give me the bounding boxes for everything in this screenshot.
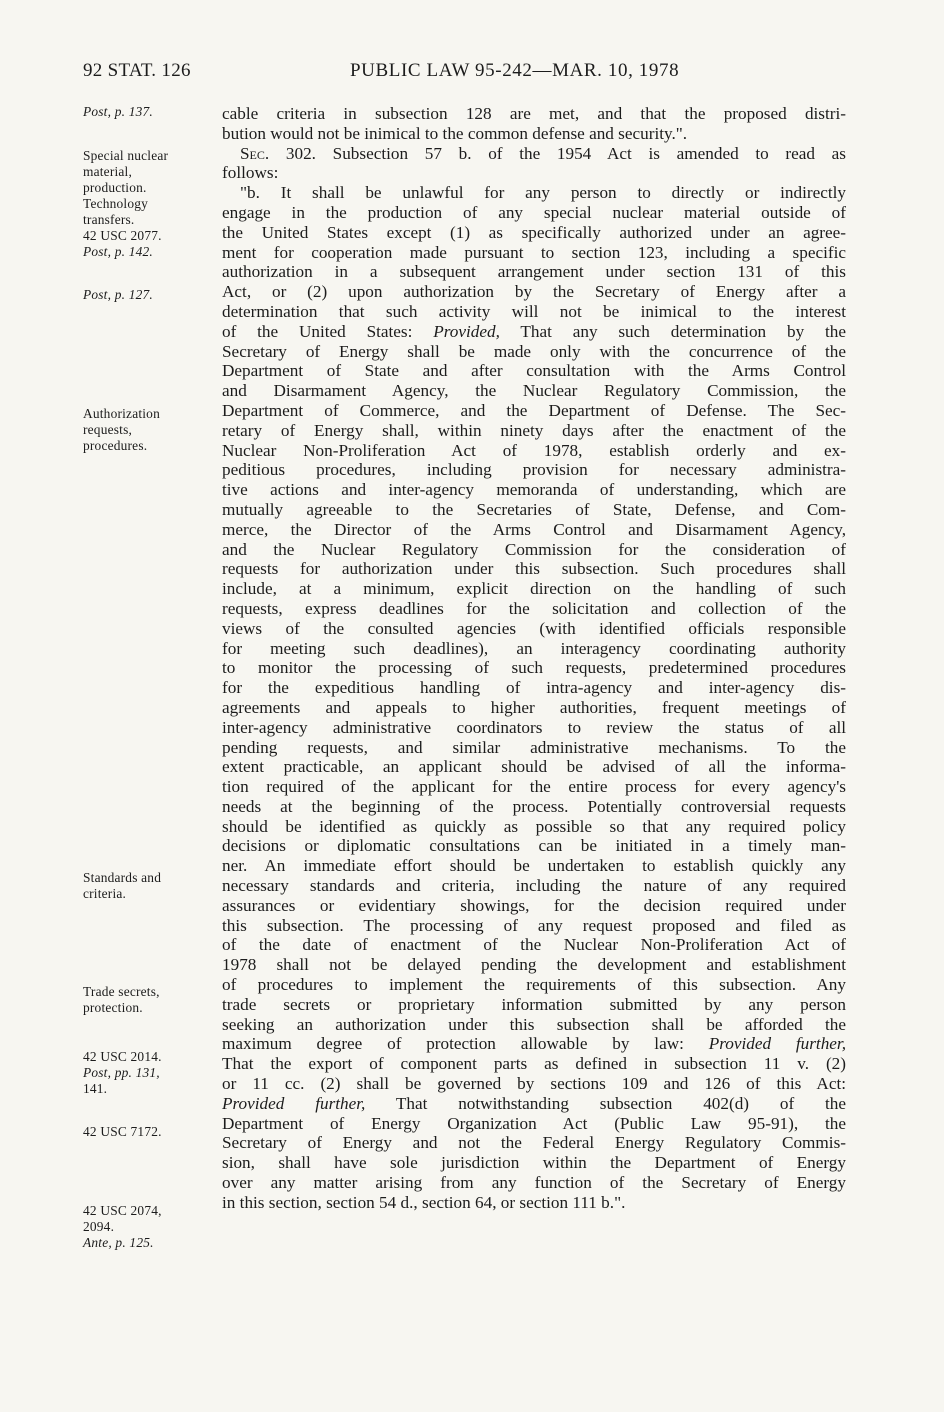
body-line: tive actions and inter-agency memoranda of understanding, which are: [222, 480, 846, 500]
margin-note: [83, 984, 203, 1016]
body-line: necessary standards and criteria, including the nature of any required: [222, 876, 846, 896]
body-line: should be identified as quickly as possible so that any required policy: [222, 816, 846, 836]
margin-note-line: Post, p. 142.: [83, 244, 153, 259]
margin-note-line: Ante, p. 125.: [83, 1235, 154, 1250]
proviso-italic: Provided further,: [222, 1093, 366, 1113]
body-line: Secretary of Energy shall be made only with the concurrence of the: [222, 341, 846, 361]
paragraph-1: [222, 104, 846, 144]
body-line: engage in the production of any special nuclear material outside of: [222, 202, 846, 222]
body-line: cable criteria in subsection 128 are met, and that the proposed distri-: [222, 104, 846, 123]
body-line: of the United States: Provided, That any such determination by the: [222, 321, 846, 341]
body-line: Secretary of Energy and not the Federal Energy Regulatory Commis-: [222, 1133, 846, 1153]
body-line: requests, express deadlines for the solicitation and collection of the: [222, 598, 846, 618]
body-line: include, at a minimum, explicit direction on the handling of such: [222, 579, 846, 599]
margin-note: [83, 1049, 203, 1097]
body-line: pending requests, and similar administrative mechanisms. To the: [222, 737, 846, 757]
margin-note-line: Technology: [83, 196, 149, 211]
body-line: and the Nuclear Regulatory Commission for the consideration of: [222, 539, 846, 559]
margin-note-line: 42 USC 7172.: [83, 1124, 162, 1139]
body-line: Department of Energy Organization Act (Public Law 95-91), the: [222, 1113, 846, 1133]
body-line: of the date of enactment of the Nuclear Non-Proliferation Act of: [222, 935, 846, 955]
margin-note-line: Post, pp. 131,: [83, 1065, 160, 1080]
body-text: [222, 104, 846, 1213]
body-line: the United States except (1) as specifically authorized under an agree-: [222, 222, 846, 242]
body-line: authorization in a subsequent arrangement under section 131 of this: [222, 262, 846, 282]
body-line: bution would not be inimical to the common defense and security.".: [222, 123, 688, 143]
paragraph-3: [222, 183, 846, 1212]
margin-note-line: 42 USC 2074,: [83, 1203, 162, 1218]
body-line: this subsection. The processing of any request proposed and filed as: [222, 915, 846, 935]
margin-note-line: Post, p. 137.: [83, 104, 153, 119]
body-line: retary of Energy shall, within ninety days after the enactment of the: [222, 420, 846, 440]
margin-note: [83, 148, 203, 260]
body-line: to monitor the processing of such requests, predetermined procedures: [222, 658, 846, 678]
margin-note-line: Trade secrets,: [83, 984, 160, 999]
margin-note: [83, 1124, 203, 1140]
body-line: of procedures to implement the requirements of this subsection. Any: [222, 975, 846, 995]
body-line: trade secrets or proprietary information submitted by any person: [222, 994, 846, 1014]
margin-note: [83, 287, 203, 303]
body-line: decisions or diplomatic consultations can be initiated in a timely man-: [222, 836, 846, 856]
body-line: Department of Commerce, and the Department of Defense. The Sec-: [222, 400, 846, 420]
body-line: ner. An immediate effort should be undertaken to establish quickly any: [222, 856, 846, 876]
margin-note-line: material,: [83, 164, 133, 179]
body-line: maximum degree of protection allowable by law: Provided further,: [222, 1034, 847, 1054]
margin-note-line: transfers.: [83, 212, 135, 227]
body-line: inter-agency administrative coordinators to review the status of all: [222, 717, 846, 737]
page-header-law: PUBLIC LAW 95-242—MAR. 10, 1978: [350, 60, 680, 81]
proviso-italic: Provided,: [433, 321, 500, 341]
body-line: Nuclear Non-Proliferation Act of 1978, establish orderly and ex-: [222, 440, 846, 460]
margin-note-line: requests,: [83, 422, 133, 437]
body-line: determination that such activity will not be inimical to the interest: [222, 301, 846, 321]
body-line: ment for cooperation made pursuant to section 123, including a specific: [222, 242, 846, 262]
margin-note: [83, 406, 203, 454]
proviso-italic: Provided further,: [708, 1034, 847, 1054]
paragraph-2: [222, 144, 846, 184]
margin-note-line: 42 USC 2014.: [83, 1049, 162, 1064]
margin-note-line: Standards and: [83, 870, 162, 885]
body-line: "b. It shall be unlawful for any person to directly or indirectly: [240, 183, 846, 203]
body-line: peditious procedures, including provision for necessary administra-: [222, 460, 846, 480]
margin-note-line: Special nuclear: [83, 148, 169, 163]
page-header-stat: 92 STAT. 126: [83, 60, 191, 81]
body-line: over any matter arising from any function of the Secretary of Energy: [222, 1173, 846, 1193]
margin-note-line: 42 USC 2077.: [83, 228, 162, 243]
body-line: seeking an authorization under this subsection shall be afforded the: [222, 1014, 846, 1034]
margin-note-line: criteria.: [83, 886, 127, 901]
margin-note-line: 141.: [83, 1081, 108, 1096]
body-line: That the export of component parts as defined in subsection 11 v. (2): [222, 1054, 846, 1074]
margin-note-line: procedures.: [83, 438, 148, 453]
body-line: Act, or (2) upon authorization by the Secretary of Energy after a: [222, 282, 846, 302]
body-line: for the expeditious handling of intra-agency and inter-agency dis-: [222, 678, 846, 698]
body-line: assurances or evidentiary showings, for the decision required under: [222, 895, 846, 915]
body-line: follows:: [222, 163, 279, 183]
body-line: or 11 cc. (2) shall be governed by sections 109 and 126 of this Act:: [222, 1074, 846, 1094]
margin-note-line: production.: [83, 180, 147, 195]
body-line: Department of State and after consultation with the Arms Control: [222, 361, 846, 381]
body-line: Sec. 302. Subsection 57 b. of the 1954 Act is amended to read as: [240, 143, 846, 163]
body-line: Provided further, That notwithstanding subsection 402(d) of the: [222, 1093, 846, 1113]
margin-note-line: Post, p. 127.: [83, 287, 153, 302]
body-line: tion required of the applicant for the entire process for every agency's: [222, 777, 846, 797]
margin-note: [83, 104, 203, 120]
body-line: mutually agreeable to the Secretaries of State, Defense, and Com-: [222, 499, 846, 519]
margin-note: [83, 1203, 203, 1251]
body-line: sion, shall have sole jurisdiction within the Department of Energy: [222, 1153, 846, 1173]
body-line: for meeting such deadlines), an interagency coordinating authority: [222, 638, 846, 658]
body-line: requests for authorization under this subsection. Such procedures shall: [222, 559, 846, 579]
body-line: and Disarmament Agency, the Nuclear Regulatory Commission, the: [222, 381, 846, 401]
body-line: extent practicable, an applicant should be advised of all the informa-: [222, 757, 846, 777]
section-label: Sec.: [240, 143, 270, 163]
margin-note-line: 2094.: [83, 1219, 115, 1234]
margin-note-line: protection.: [83, 1000, 143, 1015]
body-line: merce, the Director of the Arms Control and Disarmament Agency,: [222, 519, 846, 539]
body-line: views of the consulted agencies (with identified officials responsible: [222, 618, 846, 638]
margin-note: [83, 870, 203, 902]
margin-note-line: Authorization: [83, 406, 160, 421]
body-line: 1978 shall not be delayed pending the development and establishment: [222, 955, 846, 975]
body-line: in this section, section 54 d., section 64, or section 111 b.".: [222, 1192, 626, 1212]
body-line: needs at the beginning of the process. Potentially controversial requests: [222, 796, 846, 816]
body-line: agreements and appeals to higher authorities, frequent meetings of: [222, 697, 846, 717]
